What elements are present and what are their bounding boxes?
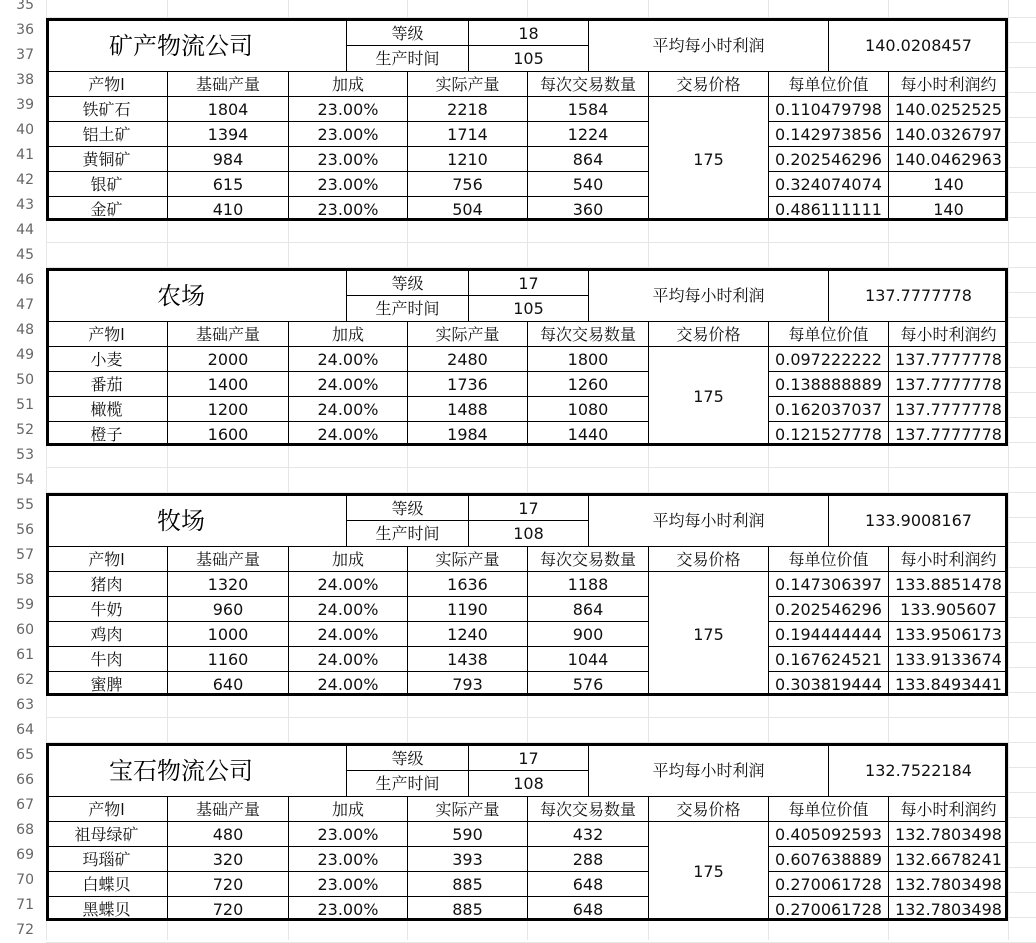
table-cell[interactable]: 132.7803498 (888, 821, 1008, 846)
table-cell[interactable]: 1210 (407, 146, 527, 171)
table-cell[interactable]: 1438 (407, 646, 527, 671)
table-cell[interactable]: 24.00% (288, 646, 407, 671)
column-header: 每次交易数量 (527, 71, 648, 96)
level-label: 等级 (346, 21, 468, 46)
table-cell[interactable]: 0.110479798 (768, 96, 888, 121)
table-cell[interactable]: 615 (167, 171, 288, 196)
column-header: 每次交易数量 (527, 546, 648, 571)
table-cell[interactable]: 0.270061728 (768, 896, 888, 921)
table-cell[interactable]: 133.8493441 (888, 671, 1008, 696)
table-cell[interactable]: 24.00% (288, 396, 407, 421)
grid-row-line (46, 443, 1036, 468)
table-cell[interactable]: 504 (407, 196, 527, 221)
column-header: 实际产量 (407, 321, 527, 346)
table-cell[interactable]: 24.00% (288, 421, 407, 446)
trade-price-cell[interactable]: 175 (648, 346, 768, 446)
table-cell[interactable]: 1080 (527, 396, 648, 421)
avg-profit-value: 133.9008167 (828, 496, 1008, 546)
row-number[interactable]: 59 (16, 597, 34, 613)
table-cell[interactable]: 137.7777778 (888, 396, 1008, 421)
table-cell[interactable]: 1584 (527, 96, 648, 121)
table-cell[interactable]: 鸡肉 (46, 621, 167, 646)
column-header: 产物l (46, 71, 167, 96)
table-cell[interactable]: 2480 (407, 346, 527, 371)
table-cell[interactable]: 0.202546296 (768, 146, 888, 171)
table-cell[interactable]: 1240 (407, 621, 527, 646)
grid-row-line (46, 918, 1036, 943)
table-cell[interactable]: 640 (167, 671, 288, 696)
table-cell[interactable]: 23.00% (288, 121, 407, 146)
row-number[interactable]: 38 (16, 72, 34, 88)
table-cell[interactable]: 0.270061728 (768, 871, 888, 896)
table-cell[interactable]: 番茄 (46, 371, 167, 396)
table-cell[interactable]: 1000 (167, 621, 288, 646)
table-cell[interactable]: 橙子 (46, 421, 167, 446)
row-number[interactable]: 35 (16, 0, 34, 13)
production-time-label: 生产时间 (346, 771, 468, 796)
row-number[interactable]: 50 (16, 372, 34, 388)
column-header: 每小时利润约 (888, 321, 1008, 346)
grid-row-line (46, 218, 1036, 243)
table-cell[interactable]: 576 (527, 671, 648, 696)
table-cell[interactable]: 885 (407, 871, 527, 896)
table-cell[interactable]: 银矿 (46, 171, 167, 196)
table-cell[interactable]: 金矿 (46, 196, 167, 221)
table-cell[interactable]: 320 (167, 846, 288, 871)
grid-row-line (46, 243, 1036, 268)
table-cell[interactable]: 1394 (167, 121, 288, 146)
table-cell[interactable]: 猪肉 (46, 571, 167, 596)
row-number[interactable]: 60 (16, 622, 34, 638)
level-value: 18 (468, 21, 588, 46)
row-number[interactable]: 54 (16, 472, 34, 488)
table-cell[interactable]: 0.167624521 (768, 646, 888, 671)
table-cell[interactable]: 132.7803498 (888, 896, 1008, 921)
table-cell[interactable]: 0.486111111 (768, 196, 888, 221)
row-number[interactable]: 65 (16, 747, 34, 763)
column-header: 加成 (288, 796, 407, 821)
column-header: 实际产量 (407, 71, 527, 96)
column-header: 基础产量 (167, 796, 288, 821)
table-cell[interactable]: 480 (167, 821, 288, 846)
table-cell[interactable]: 23.00% (288, 196, 407, 221)
table-cell[interactable]: 橄榄 (46, 396, 167, 421)
table-cell[interactable]: 蜜脾 (46, 671, 167, 696)
table-cell[interactable]: 1044 (527, 646, 648, 671)
column-header: 实际产量 (407, 546, 527, 571)
table-cell[interactable]: 140.0462963 (888, 146, 1008, 171)
table-cell[interactable]: 960 (167, 596, 288, 621)
table-cell[interactable]: 0.097222222 (768, 346, 888, 371)
row-number[interactable]: 44 (16, 222, 34, 238)
trade-price-cell[interactable]: 175 (648, 821, 768, 921)
grid-row-line (46, 718, 1036, 743)
column-header: 基础产量 (167, 546, 288, 571)
table-cell[interactable]: 23.00% (288, 171, 407, 196)
table-cell[interactable]: 432 (527, 821, 648, 846)
avg-profit-label: 平均每小时利润 (588, 271, 828, 321)
table-cell[interactable]: 1440 (527, 421, 648, 446)
table-cell[interactable]: 0.303819444 (768, 671, 888, 696)
table-cell[interactable]: 590 (407, 821, 527, 846)
avg-profit-value: 140.0208457 (828, 21, 1008, 71)
company-title: 矿产物流公司 (109, 32, 253, 60)
table-cell[interactable]: 1984 (407, 421, 527, 446)
table-cell[interactable]: 140 (888, 196, 1008, 221)
row-number[interactable]: 46 (16, 272, 34, 288)
table-cell[interactable]: 410 (167, 196, 288, 221)
row-number[interactable]: 40 (16, 122, 34, 138)
table-cell[interactable]: 1160 (167, 646, 288, 671)
production-time-value: 105 (468, 296, 588, 321)
table-cell[interactable]: 1400 (167, 371, 288, 396)
row-number[interactable]: 52 (16, 422, 34, 438)
column-header: 每单位价值 (768, 71, 888, 96)
table-cell[interactable]: 24.00% (288, 571, 407, 596)
table-cell[interactable]: 24.00% (288, 371, 407, 396)
table-cell[interactable]: 756 (407, 171, 527, 196)
row-number[interactable]: 41 (16, 147, 34, 163)
data-table-block (46, 268, 1008, 446)
row-number[interactable]: 51 (16, 397, 34, 413)
column-header: 每单位价值 (768, 796, 888, 821)
column-header: 交易价格 (648, 71, 768, 96)
level-label: 等级 (346, 746, 468, 771)
table-cell[interactable]: 0.121527778 (768, 421, 888, 446)
trade-price-cell[interactable]: 175 (648, 96, 768, 221)
column-header: 每单位价值 (768, 321, 888, 346)
table-cell[interactable]: 0.405092593 (768, 821, 888, 846)
table-cell[interactable]: 137.7777778 (888, 421, 1008, 446)
production-time-value: 105 (468, 46, 588, 71)
table-cell[interactable]: 祖母绿矿 (46, 821, 167, 846)
production-time-label: 生产时间 (346, 296, 468, 321)
row-number[interactable]: 42 (16, 172, 34, 188)
table-cell[interactable]: 2000 (167, 346, 288, 371)
table-cell[interactable]: 1636 (407, 571, 527, 596)
table-cell[interactable]: 133.905607 (888, 596, 1008, 621)
column-header: 实际产量 (407, 796, 527, 821)
table-cell[interactable]: 132.7803498 (888, 871, 1008, 896)
avg-profit-value: 137.7777778 (828, 271, 1008, 321)
table-cell[interactable]: 900 (527, 621, 648, 646)
row-number[interactable]: 71 (16, 897, 34, 913)
row-number[interactable]: 45 (16, 247, 34, 263)
column-header: 产物l (46, 546, 167, 571)
table-cell[interactable]: 黄铜矿 (46, 146, 167, 171)
column-header: 每单位价值 (768, 546, 888, 571)
row-number[interactable]: 67 (16, 797, 34, 813)
avg-profit-label: 平均每小时利润 (588, 746, 828, 796)
row-number[interactable]: 62 (16, 672, 34, 688)
table-cell[interactable]: 140.0252525 (888, 96, 1008, 121)
table-cell[interactable]: 23.00% (288, 846, 407, 871)
row-number[interactable]: 63 (16, 697, 34, 713)
grid-row-line (46, 693, 1036, 718)
row-number[interactable]: 48 (16, 322, 34, 338)
production-time-value: 108 (468, 521, 588, 546)
row-number[interactable]: 47 (16, 297, 34, 313)
table-cell[interactable]: 0.162037037 (768, 396, 888, 421)
table-cell[interactable]: 137.7777778 (888, 371, 1008, 396)
table-cell[interactable]: 720 (167, 896, 288, 921)
table-cell[interactable]: 1800 (527, 346, 648, 371)
table-cell[interactable]: 793 (407, 671, 527, 696)
avg-profit-label: 平均每小时利润 (588, 496, 828, 546)
row-number[interactable]: 64 (16, 722, 34, 738)
table-cell[interactable]: 1320 (167, 571, 288, 596)
company-title: 牧场 (157, 507, 205, 535)
table-cell[interactable]: 0.138888889 (768, 371, 888, 396)
table-cell[interactable]: 1190 (407, 596, 527, 621)
row-number[interactable]: 39 (16, 97, 34, 113)
table-cell[interactable]: 玛瑙矿 (46, 846, 167, 871)
row-number[interactable]: 43 (16, 197, 34, 213)
table-cell[interactable]: 1714 (407, 121, 527, 146)
table-cell[interactable]: 133.8851478 (888, 571, 1008, 596)
table-cell[interactable]: 2218 (407, 96, 527, 121)
table-cell[interactable]: 393 (407, 846, 527, 871)
column-header: 基础产量 (167, 71, 288, 96)
column-header: 交易价格 (648, 546, 768, 571)
row-number[interactable]: 57 (16, 547, 34, 563)
table-cell[interactable]: 360 (527, 196, 648, 221)
level-label: 等级 (346, 271, 468, 296)
table-cell[interactable]: 铁矿石 (46, 96, 167, 121)
table-cell[interactable]: 1260 (527, 371, 648, 396)
production-time-label: 生产时间 (346, 46, 468, 71)
table-cell[interactable]: 牛肉 (46, 646, 167, 671)
data-table-block (46, 18, 1008, 221)
table-cell[interactable]: 137.7777778 (888, 346, 1008, 371)
row-number[interactable]: 36 (16, 22, 34, 38)
table-cell[interactable]: 0.147306397 (768, 571, 888, 596)
row-number[interactable]: 55 (16, 497, 34, 513)
table-cell[interactable]: 1488 (407, 396, 527, 421)
table-cell[interactable]: 288 (527, 846, 648, 871)
table-cell[interactable]: 24.00% (288, 671, 407, 696)
table-cell[interactable]: 140 (888, 171, 1008, 196)
column-header: 加成 (288, 71, 407, 96)
row-number[interactable]: 56 (16, 522, 34, 538)
table-cell[interactable]: 0.142973856 (768, 121, 888, 146)
row-number[interactable]: 53 (16, 447, 34, 463)
table-cell[interactable]: 540 (527, 171, 648, 196)
table-cell[interactable]: 133.9133674 (888, 646, 1008, 671)
column-header: 基础产量 (167, 321, 288, 346)
column-header: 交易价格 (648, 796, 768, 821)
table-cell[interactable]: 1804 (167, 96, 288, 121)
table-cell[interactable]: 1224 (527, 121, 648, 146)
table-cell[interactable]: 牛奶 (46, 596, 167, 621)
table-cell[interactable]: 23.00% (288, 871, 407, 896)
level-value: 17 (468, 746, 588, 771)
column-header: 每次交易数量 (527, 321, 648, 346)
avg-profit-label: 平均每小时利润 (588, 21, 828, 71)
row-number[interactable]: 58 (16, 572, 34, 588)
column-header: 每次交易数量 (527, 796, 648, 821)
table-cell[interactable]: 1188 (527, 571, 648, 596)
row-number[interactable]: 68 (16, 822, 34, 838)
table-cell[interactable]: 铝土矿 (46, 121, 167, 146)
column-header: 每小时利润约 (888, 796, 1008, 821)
row-number[interactable]: 66 (16, 772, 34, 788)
row-number[interactable]: 37 (16, 47, 34, 63)
table-cell[interactable]: 23.00% (288, 821, 407, 846)
table-cell[interactable]: 1600 (167, 421, 288, 446)
table-cell[interactable]: 864 (527, 596, 648, 621)
table-cell[interactable]: 24.00% (288, 596, 407, 621)
table-cell[interactable]: 0.194444444 (768, 621, 888, 646)
level-value: 17 (468, 496, 588, 521)
avg-profit-value: 132.7522184 (828, 746, 1008, 796)
column-header: 产物l (46, 321, 167, 346)
column-header: 交易价格 (648, 321, 768, 346)
column-header: 每小时利润约 (888, 71, 1008, 96)
grid-row-line (46, 468, 1036, 493)
data-table-block (46, 743, 1008, 921)
table-cell[interactable]: 132.6678241 (888, 846, 1008, 871)
level-label: 等级 (346, 496, 468, 521)
data-table-block (46, 493, 1008, 696)
table-cell[interactable]: 24.00% (288, 621, 407, 646)
table-cell[interactable]: 140.0326797 (888, 121, 1008, 146)
table-cell[interactable]: 白蝶贝 (46, 871, 167, 896)
row-number[interactable]: 49 (16, 347, 34, 363)
table-cell[interactable]: 984 (167, 146, 288, 171)
table-cell[interactable]: 885 (407, 896, 527, 921)
trade-price-cell[interactable]: 175 (648, 571, 768, 696)
table-cell[interactable]: 24.00% (288, 346, 407, 371)
table-cell[interactable]: 黑蝶贝 (46, 896, 167, 921)
table-cell[interactable]: 23.00% (288, 146, 407, 171)
table-cell[interactable]: 648 (527, 896, 648, 921)
table-cell[interactable]: 0.202546296 (768, 596, 888, 621)
table-cell[interactable]: 648 (527, 871, 648, 896)
table-cell[interactable]: 1736 (407, 371, 527, 396)
column-header: 每小时利润约 (888, 546, 1008, 571)
production-time-value: 108 (468, 771, 588, 796)
row-number[interactable]: 70 (16, 872, 34, 888)
company-title: 宝石物流公司 (109, 757, 253, 785)
table-cell[interactable]: 0.607638889 (768, 846, 888, 871)
table-cell[interactable]: 864 (527, 146, 648, 171)
table-cell[interactable]: 小麦 (46, 346, 167, 371)
table-cell[interactable]: 720 (167, 871, 288, 896)
company-title: 农场 (157, 282, 205, 310)
row-number[interactable]: 61 (16, 647, 34, 663)
grid-row-line (46, 0, 1036, 18)
column-header: 加成 (288, 321, 407, 346)
table-cell[interactable]: 23.00% (288, 896, 407, 921)
table-cell[interactable]: 0.324074074 (768, 171, 888, 196)
row-number[interactable]: 72 (16, 922, 34, 938)
table-cell[interactable]: 23.00% (288, 96, 407, 121)
column-header: 产物l (46, 796, 167, 821)
row-number[interactable]: 69 (16, 847, 34, 863)
table-cell[interactable]: 133.9506173 (888, 621, 1008, 646)
production-time-label: 生产时间 (346, 521, 468, 546)
column-header: 加成 (288, 546, 407, 571)
table-cell[interactable]: 1200 (167, 396, 288, 421)
level-value: 17 (468, 271, 588, 296)
